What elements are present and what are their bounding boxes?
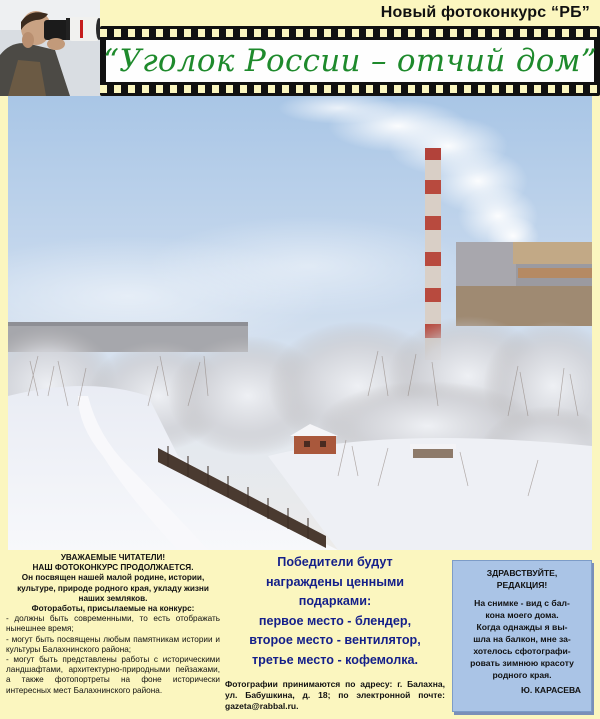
filmstrip-perforation-top — [100, 29, 600, 37]
reader-letter-line: Когда однажды я вы- — [476, 622, 568, 632]
photographer-illustration — [0, 0, 100, 96]
filmstrip-frame — [103, 40, 597, 82]
contest-kicker: Новый фотоконкурс “РБ” — [380, 4, 590, 21]
reader-letter-box — [452, 560, 592, 712]
reader-letter-body — [459, 597, 585, 681]
requirement-item: - могут быть посвящены любым памятникам истории и культуры Балахнинского района; — [6, 634, 220, 654]
header — [0, 0, 600, 96]
reader-letter-line: родного края. — [492, 670, 552, 680]
prize-first-place: первое место - блендер, — [258, 613, 412, 628]
prize-second-place: второе место - вентилятор, — [249, 633, 421, 648]
filmstrip-banner — [100, 26, 600, 96]
prizes-box — [227, 553, 443, 671]
announcement-intro: Он посвящен нашей малой родине, истории, культуре, природе родного края, укладу жизни наших земляков. — [17, 573, 209, 603]
photographer-image — [0, 0, 100, 96]
requirements-title: Фотоработы, присылаемые на конкурс: — [31, 604, 195, 614]
prizes-intro-line: Победители будут — [277, 555, 393, 569]
requirement-item: - должны быть современными, то есть отображать нынешнее время; — [6, 614, 220, 634]
reader-letter-line: шла на балкон, мне за- — [473, 634, 571, 644]
reader-letter-line: кона моего дома. — [485, 610, 559, 620]
reader-letter-heading-line: РЕДАКЦИЯ! — [496, 580, 548, 590]
prizes-intro-line: подарками: — [298, 594, 372, 609]
reader-letter-heading-line: ЗДРАВСТВУЙТЕ, — [486, 568, 558, 578]
reader-letter-line: На снимке - вид с бал- — [474, 598, 570, 608]
submission-address: Фотографии принимаются по адресу: г. Балахна, ул. Бабушкина, д. 18; по электронной почте: gazeta@rabbal.ru. — [225, 679, 445, 711]
announcement-heading: УВАЖАЕМЫЕ ЧИТАТЕЛИ! — [60, 553, 166, 562]
reader-letter-signature: Ю. КАРАСЕВА — [521, 685, 581, 695]
contest-announcement — [6, 553, 220, 717]
prizes-column — [225, 553, 445, 719]
filmstrip-perforation-bottom — [100, 85, 600, 93]
requirement-item: - могут быть представлены работы с историческими ландшафтами, архитектурно-природными пейзажами, а также фотопортреты на фоне исторически интересных мест Балахнинского района. — [6, 655, 220, 695]
reader-letter-line: хотелось сфотографи- — [473, 646, 571, 656]
reader-letter-line: ровать зимнюю красоту — [470, 658, 574, 668]
announcement-subheading: НАШ ФОТОКОНКУРС ПРОДОЛЖАЕТСЯ. — [32, 563, 194, 573]
prize-third-place: третье место - кофемолка. — [251, 652, 418, 667]
reader-letter-heading — [459, 567, 585, 591]
contest-title: “Уголок России – отчий дом” — [103, 43, 597, 79]
winter-landscape-photo — [8, 96, 592, 550]
prizes-intro-line: награждены ценными — [265, 574, 405, 589]
